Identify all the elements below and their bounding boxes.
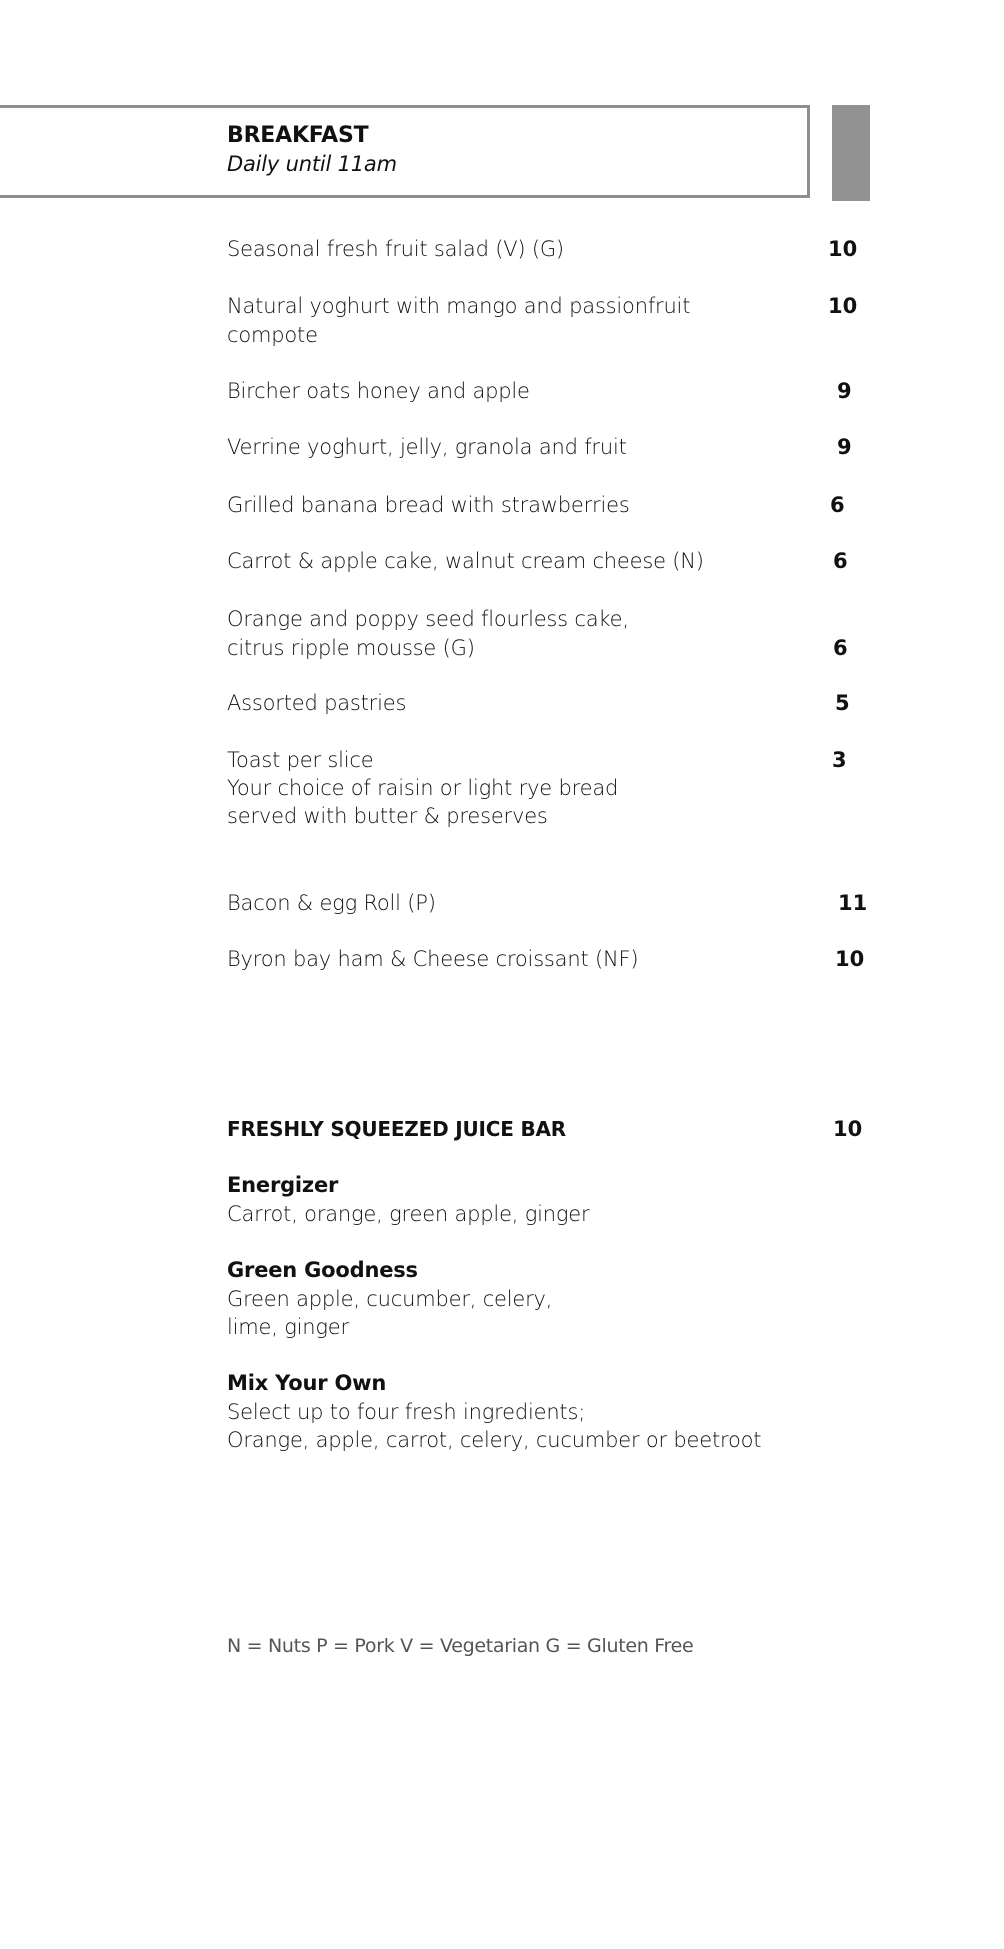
menu-item-name-line2: compote xyxy=(227,323,318,347)
juice-option-name: Green Goodness xyxy=(227,1258,418,1282)
juice-option-desc-line2: Orange, apple, carrot, celery, cucumber or beetroot xyxy=(227,1428,762,1452)
menu-item-price: 10 xyxy=(828,237,858,261)
juice-option-name: Energizer xyxy=(227,1173,339,1197)
menu-item-name-line2: citrus ripple mousse (G) xyxy=(227,636,475,660)
menu-item-price: 10 xyxy=(828,294,858,318)
menu-item-name: Verrine yoghurt, jelly, granola and fruit xyxy=(227,435,627,459)
section-subtitle: Daily until 11am xyxy=(227,152,397,176)
juice-option-desc: Green apple, cucumber, celery, xyxy=(227,1287,553,1311)
juice-option-desc-line2: lime, ginger xyxy=(227,1315,349,1339)
juice-bar-title: FRESHLY SQUEEZED JUICE BAR xyxy=(227,1117,566,1141)
menu-item-name: Toast per slice xyxy=(227,748,374,772)
menu-item-price: 5 xyxy=(835,691,850,715)
menu-item-price: 11 xyxy=(838,891,868,915)
menu-item-price: 9 xyxy=(837,435,852,459)
menu-item-name: Bircher oats honey and apple xyxy=(227,379,530,403)
menu-item-price: 6 xyxy=(833,549,848,573)
menu-item-name: Seasonal fresh fruit salad (V) (G) xyxy=(227,237,564,261)
dietary-legend: N = Nuts P = Pork V = Vegetarian G = Gluten Free xyxy=(227,1635,694,1657)
menu-item-price: 6 xyxy=(830,493,845,517)
section-title: BREAKFAST xyxy=(227,123,369,148)
juice-bar-price: 10 xyxy=(833,1117,863,1141)
menu-item-name: Orange and poppy seed flourless cake, xyxy=(227,607,629,631)
menu-item-name: Grilled banana bread with strawberries xyxy=(227,493,630,517)
menu-item-name: Carrot & apple cake, walnut cream cheese (N) xyxy=(227,549,704,573)
menu-item-name: Assorted pastries xyxy=(227,691,407,715)
menu-item-price: 6 xyxy=(833,636,848,660)
menu-item-name: Bacon & egg Roll (P) xyxy=(227,891,436,915)
menu-item-name-line2: Your choice of raisin or light rye bread xyxy=(227,776,619,800)
juice-option-name: Mix Your Own xyxy=(227,1371,387,1395)
menu-item-name: Natural yoghurt with mango and passionfruit xyxy=(227,294,691,318)
menu-item-name: Byron bay ham & Cheese croissant (NF) xyxy=(227,947,639,971)
menu-item-price: 10 xyxy=(835,947,865,971)
section-tab-marker xyxy=(832,105,870,201)
juice-option-desc: Select up to four fresh ingredients; xyxy=(227,1400,586,1424)
section-header-frame xyxy=(0,105,810,198)
juice-option-desc: Carrot, orange, green apple, ginger xyxy=(227,1202,590,1226)
menu-item-price: 3 xyxy=(832,748,847,772)
menu-item-name-line3: served with butter & preserves xyxy=(227,804,548,828)
menu-item-price: 9 xyxy=(837,379,852,403)
